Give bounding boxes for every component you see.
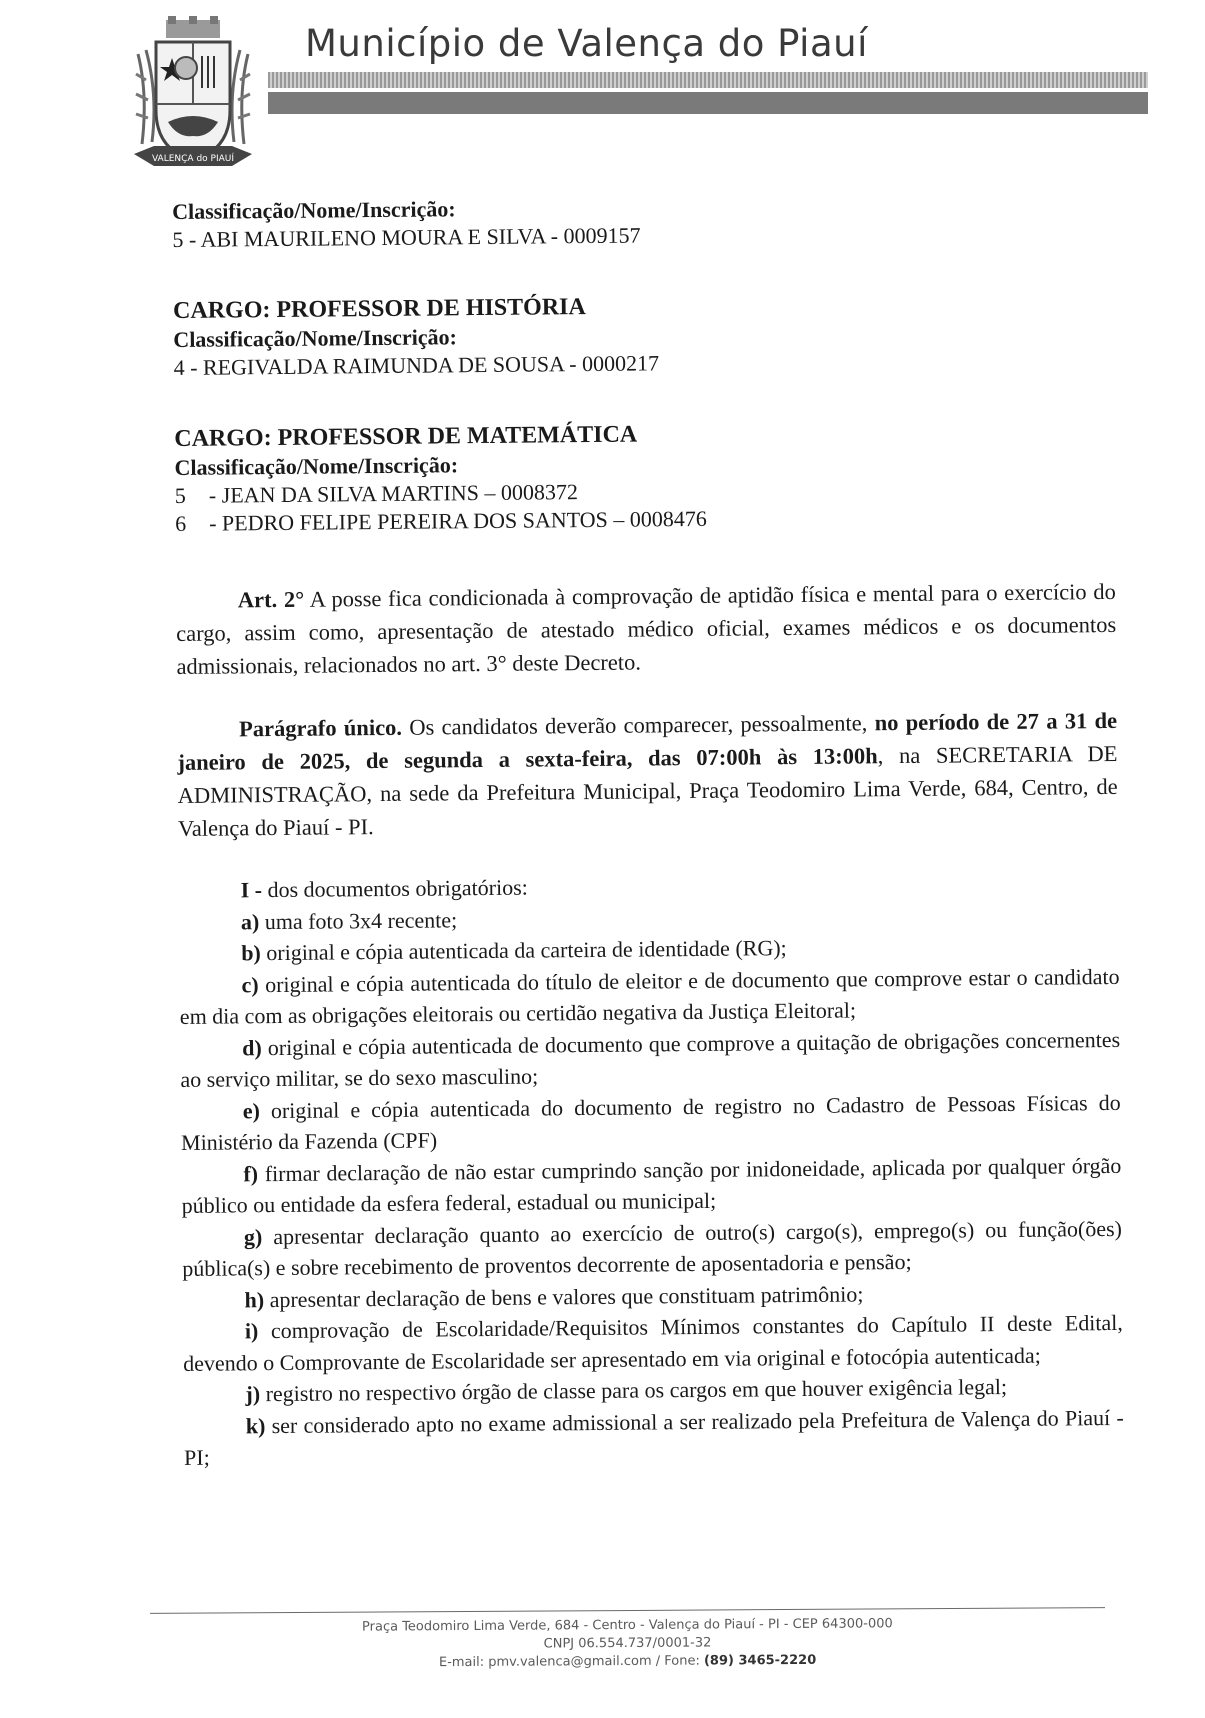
paragrafo-text-b: , na SECRETARIA DE ADMINISTRAÇÃO, na sede da Prefeitura Municipal, Praça Teodomiro Lima Verde, 684, Centro, de Valença do Piauí - PI. — [177, 740, 1118, 841]
cargo-title-historia: CARGO: PROFESSOR DE HISTÓRIA — [172, 294, 586, 324]
document-item-label: c) — [241, 971, 259, 997]
article-2 — [176, 575, 1117, 683]
document-item — [179, 960, 1120, 1032]
document-item-text: registro no respectivo órgão de classe para os cargos em que houver exigência legal; — [265, 1374, 1008, 1407]
document-item-label: f) — [243, 1160, 259, 1186]
document-item-text: ser considerado apto no exame admissional a ser realizado pela Prefeitura de Valença do Piauí - PI; — [183, 1404, 1124, 1470]
entry-number: 5 — [174, 482, 186, 508]
crest-banner-text: VALENÇA do PIAUÍ — [151, 154, 235, 164]
document-item-label: a) — [240, 908, 260, 934]
document-item — [180, 1023, 1121, 1095]
document-item-label: d) — [242, 1034, 262, 1060]
paragrafo-period: no período de 27 a 31 de janeiro de 2025, de segunda a sexta-feira, das 07:00h às 13:00h — [177, 707, 1118, 775]
cargo-title-matematica: CARGO: PROFESSOR DE MATEMÁTICA — [174, 421, 638, 452]
document-item-label: g) — [243, 1223, 263, 1249]
entry-number: 6 — [175, 510, 187, 536]
paragrafo-text-a: Os candidatos deverão comparecer, pessoalmente, — [409, 710, 868, 740]
document-item-label: i) — [244, 1318, 259, 1344]
classification-label: Classificação/Nome/Inscrição: — [172, 196, 456, 224]
header-bar-bottom — [268, 92, 1148, 114]
paragrafo-unico — [177, 704, 1118, 845]
documents-heading-text: dos documentos obrigatórios: — [267, 874, 528, 903]
document-item-label: k) — [245, 1412, 266, 1438]
classification-label: Classificação/Nome/Inscrição: — [174, 452, 459, 480]
document-item-text: apresentar declaração de bens e valores que constituam patrimônio; — [269, 1280, 864, 1312]
article-2-text: A posse fica condicionada à comprovação de aptidão física e mental para o exercício do cargo, assim como, apresentação de atestado médico oficial, exames médicos e os documentos admissionais, relacionados no art. 3° deste Decreto. — [176, 578, 1117, 679]
footer-rule — [150, 1607, 1105, 1614]
article-2-label: Art. 2° — [237, 586, 305, 613]
document-item-label: b) — [241, 940, 261, 966]
documents-list — [179, 897, 1124, 1473]
document-item-label: h) — [244, 1286, 265, 1312]
entry-text: - PEDRO FELIPE PEREIRA DOS SANTOS – 0008476 — [209, 505, 707, 536]
classification-label: Classificação/Nome/Inscrição: — [173, 324, 457, 352]
entry-text: - JEAN DA SILVA MARTINS – 0008372 — [208, 479, 579, 508]
footer — [150, 1614, 1105, 1674]
document-item — [183, 1307, 1124, 1379]
municipality-title: Município de Valença do Piauí — [305, 22, 868, 65]
document-item — [181, 1086, 1122, 1158]
document-item-text: original e cópia autenticada de documento que comprove a quitação de obrigações concernentes ao serviço militar, se do sexo masculino; — [180, 1026, 1121, 1092]
documents-heading-label: I - — [240, 877, 263, 903]
document-item-label: e) — [242, 1097, 260, 1123]
document-item — [182, 1212, 1123, 1284]
header-bar-top — [268, 72, 1148, 88]
document-item-text: comprovação de Escolaridade/Requisitos Mínimos constantes do Capítulo II deste Edital, devendo o Comprovante de Escolaridade ser apresentado em via original e fotocópia autenticada; — [183, 1309, 1123, 1376]
footer-phone: (89) 3465-2220 — [703, 1652, 817, 1669]
document-item-label: j) — [245, 1381, 261, 1407]
document-item-text: original e cópia autenticada do documento de registro no Cadastro de Pessoas Físicas do Ministério da Fazenda (CPF) — [180, 1089, 1121, 1155]
document-item-text: firmar declaração de não estar cumprindo sanção por inidoneidade, aplicada por qualquer órgão público ou entidade da esfera federal, estadual ou municipal; — [181, 1152, 1122, 1218]
candidate-entry: 4 - REGIVALDA RAIMUNDA DE SOUSA - 0000217 — [173, 350, 660, 380]
footer-email: E-mail: pmv.valenca@gmail.com / Fone: — [438, 1653, 700, 1671]
document-item-text: apresentar declaração quanto ao exercício de outro(s) cargo(s), emprego(s) ou função(ões) pública(s) e sobre recebimento de proventos decorrente de aposentadoria e pensão; — [182, 1215, 1123, 1281]
document-item — [184, 1401, 1125, 1473]
document-item-text: original e cópia autenticada da carteira de identidade (RG); — [266, 935, 787, 966]
document-item-text: uma foto 3x4 recente; — [264, 906, 458, 934]
document-item-text: original e cópia autenticada do título de eleitor e de documento que comprove estar o candidato em dia com as obrigações eleitorais ou certidão negativa da Justiça Eleitoral; — [179, 963, 1120, 1029]
document-item — [181, 1149, 1122, 1221]
candidate-entry: 5 - ABI MAURILENO MOURA E SILVA - 0009157 — [172, 222, 641, 252]
paragrafo-label: Parágrafo único. — [238, 714, 403, 742]
municipal-crest-logo — [128, 14, 258, 180]
footer-cnpj: CNPJ 06.554.737/0001-32 — [543, 1635, 712, 1652]
footer-address: Praça Teodomiro Lima Verde, 684 - Centro - Valença do Piauí - PI - CEP 64300-000 — [361, 1616, 893, 1635]
document-body — [172, 189, 1124, 1473]
